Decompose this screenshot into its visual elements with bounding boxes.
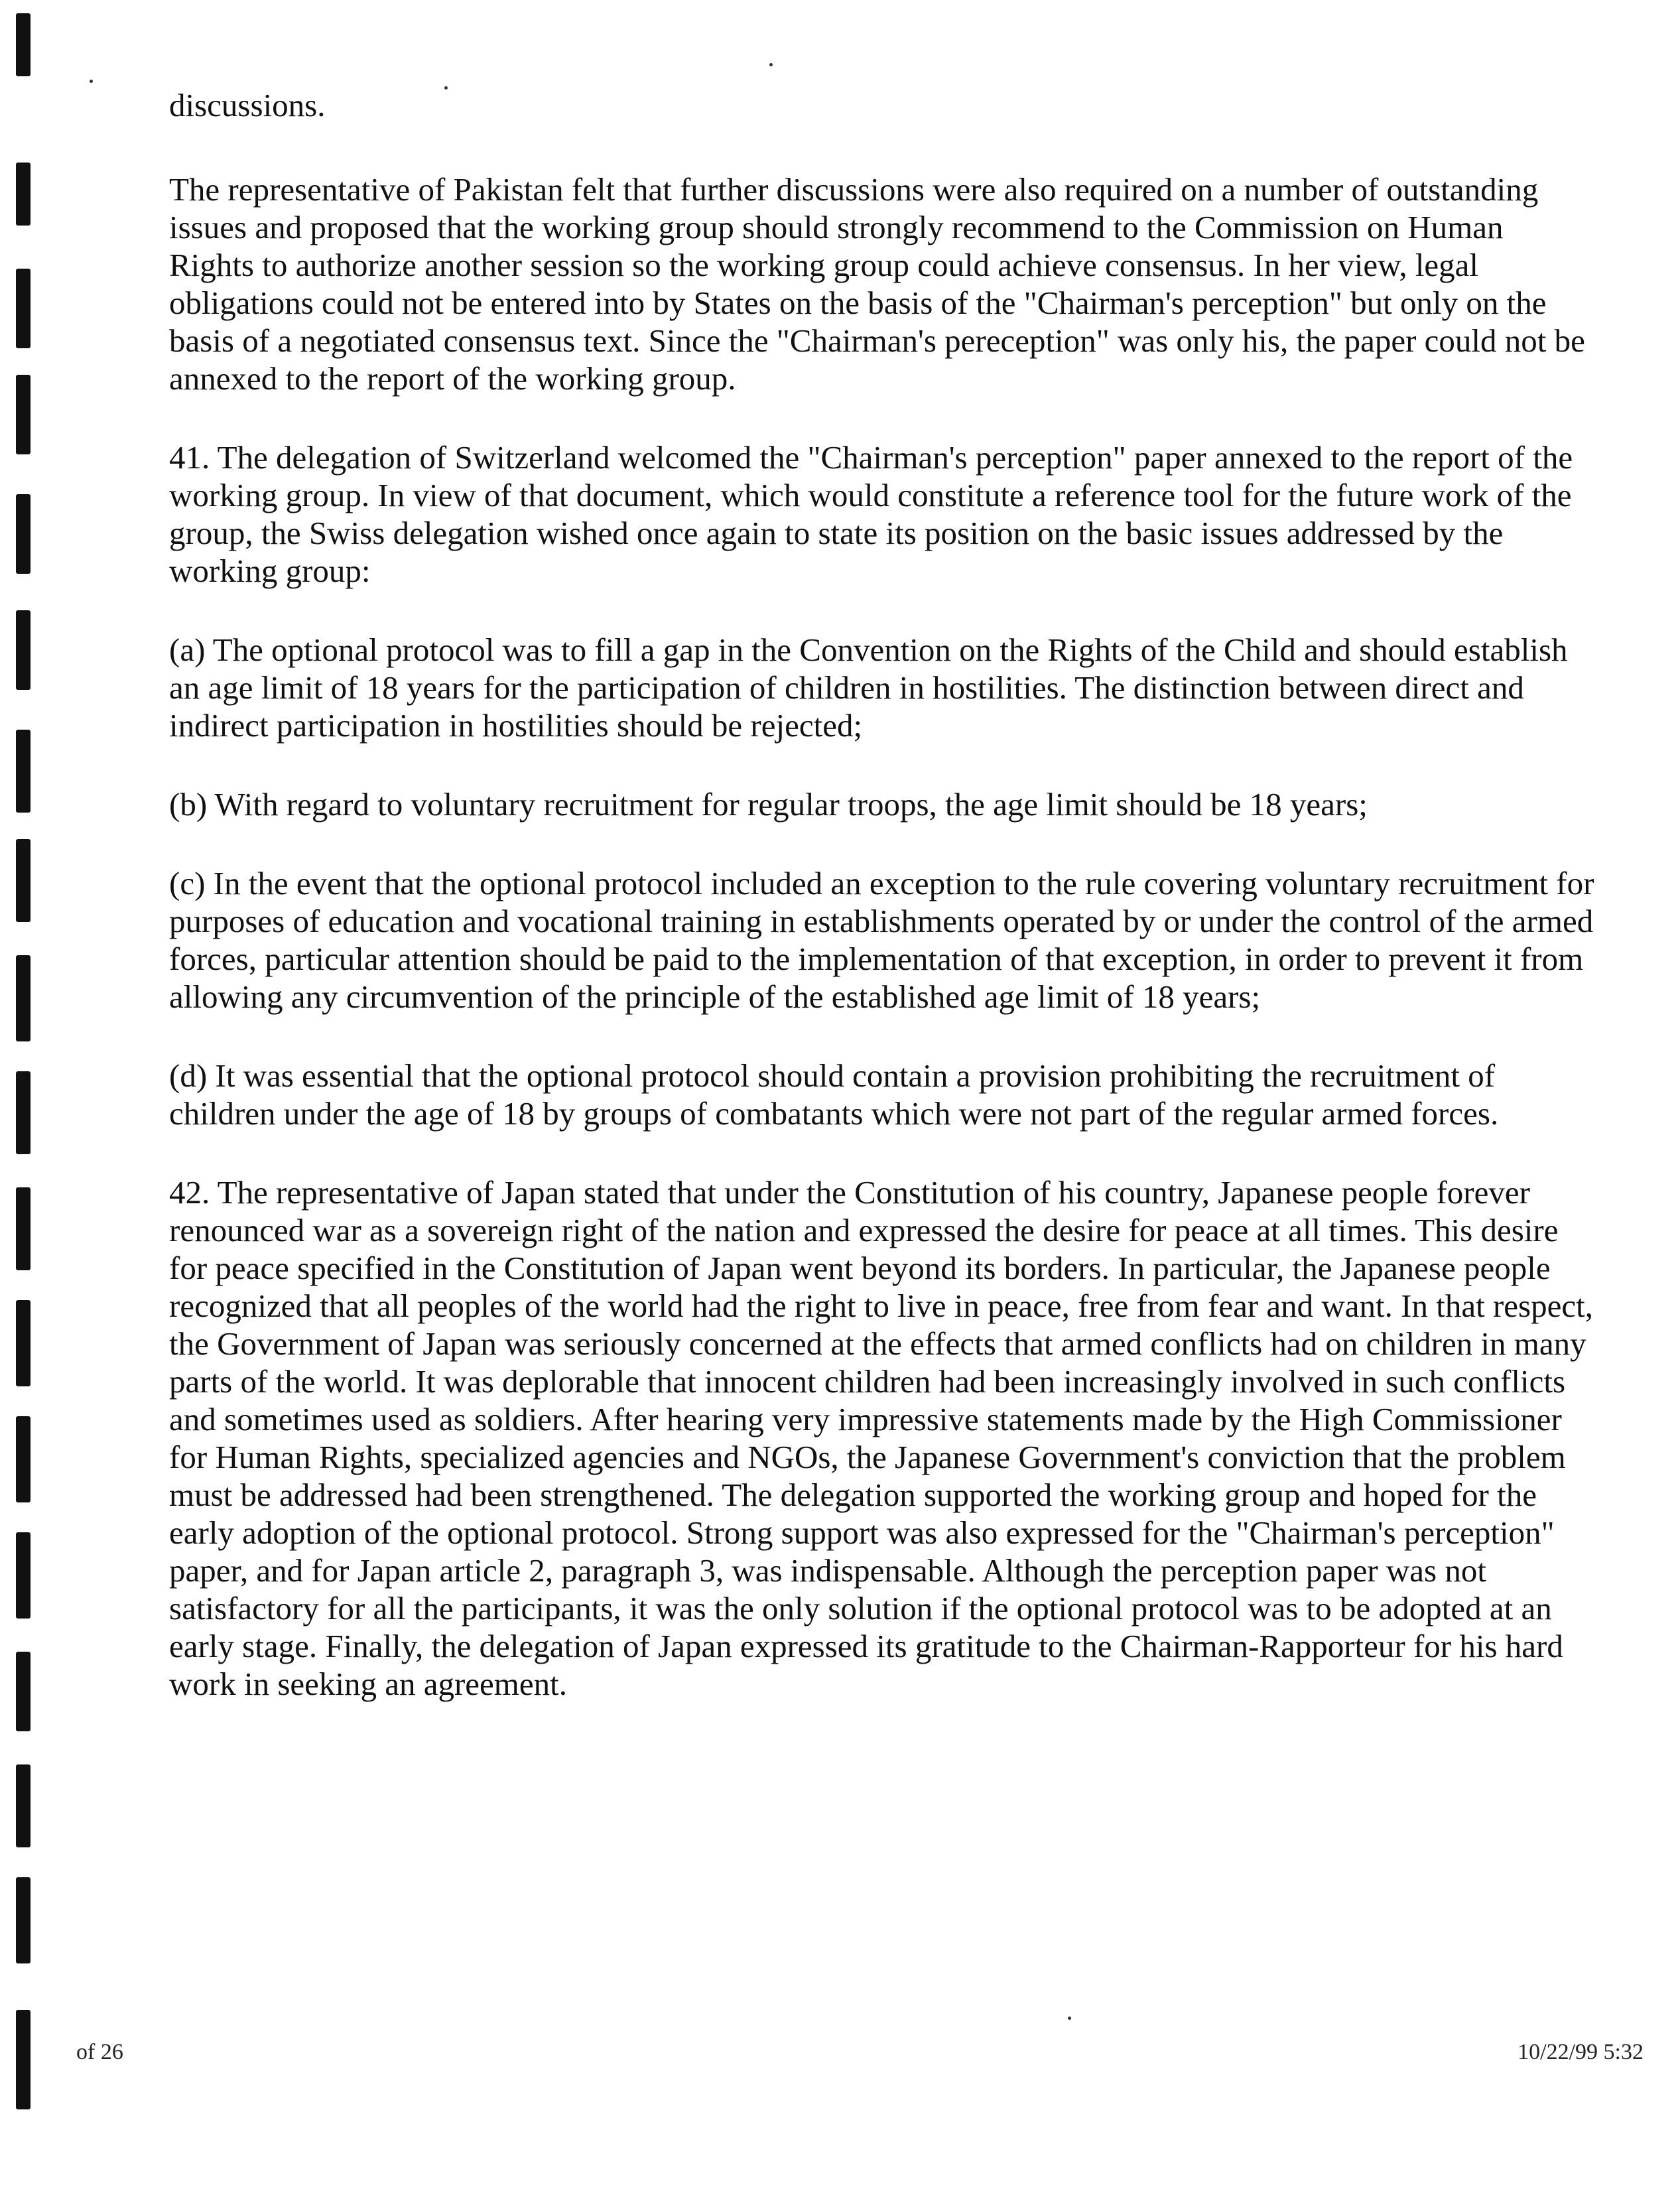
paragraph-42-japan: 42. The representative of Japan stated that under the Constitution of his country, Japanese people forever renounced war as a sovereign right of the nation and expressed the desire for peace at all times. This desire for peace specified in the Constitution of Japan went beyond its borders. In particular, the Japanese people recognized that all peoples of the world had the right to live in peace, free from fear and want. In that respect, the Government of Japan was seriously concerned at the effects that armed conflicts had on children in many parts of the world. It was deplorable that innocent children had been increasingly involved in such conflicts and sometimes used as soldiers. After hearing very impressive statements made by the High Commissioner for Human Rights, specialized agencies and NGOs, the Japanese Government's conviction that the problem must be addressed had been strengthened. The delegation supported the working group and hoped for the early adoption of the optional protocol. Strong support was also expressed for the "Chairman's perception" paper, and for Japan article 2, paragraph 3, was indispensable. Although the perception paper was not satisfactory for all the participants, it was the only solution if the optional protocol was to be adopted at an early stage. Finally, the delegation of Japan expressed its gratitude to the Chairman-Rapporteur for his hard work in seeking an agreement.	[169, 1174, 1593, 1702]
binder-mark	[16, 1071, 31, 1154]
paragraph-41-switzerland: 41. The delegation of Switzerland welcomed the "Chairman's perception" paper annexed to the report of the working group. In view of that document, which would constitute a reference tool for the future work of the group, the Swiss delegation wished once again to state its position on the basic issues addressed by the working group:	[169, 439, 1573, 589]
binder-mark	[16, 163, 31, 226]
binder-mark	[16, 13, 31, 76]
page-count: of 26	[76, 2040, 123, 2064]
print-timestamp: 10/22/99 5:32	[1518, 2040, 1644, 2064]
item-b: (b) With regard to voluntary recruitment for regular troops, the age limit should be 18 years;	[169, 786, 1368, 823]
binder-mark	[16, 1652, 31, 1731]
binder-mark	[16, 1877, 31, 1963]
paragraph-pakistan: The representative of Pakistan felt that further discussions were also required on a number of outstanding issues and proposed that the working group should strongly recommend to the Commission on Human Rights to authorize another session so the working group could achieve consensus. In her view, legal obligations could not be entered into by States on the basis of the "Chairman's perception" but only on the basis of a negotiated consensus text. Since the "Chairman's pereception" was only his, the paper could not be annexed to the report of the working group.	[169, 171, 1585, 397]
scan-speck	[1068, 2017, 1071, 2020]
paragraph-continuation: discussions.	[169, 87, 326, 123]
item-c: (c) In the event that the optional protocol included an exception to the rule covering voluntary recruitment for purposes of education and vocational training in establishments operated by or under the control of the armed forces, particular attention should be paid to the implementation of that exception, in order to prevent it from allowing any circumvention of the principle of the established age limit of 18 years;	[169, 865, 1594, 1015]
binder-mark	[16, 1416, 31, 1502]
binder-mark	[16, 730, 31, 813]
binder-mark	[16, 1532, 31, 1619]
binder-mark	[16, 2010, 31, 2109]
item-d: (d) It was essential that the optional protocol should contain a provision prohibiting the recruitment of children under the age of 18 by groups of combatants which were not part of the regular armed forces.	[169, 1057, 1499, 1132]
scan-speck	[769, 63, 773, 66]
binder-mark	[16, 494, 31, 574]
binder-mark	[16, 839, 31, 922]
binder-mark	[16, 375, 31, 454]
item-a: (a) The optional protocol was to fill a gap in the Convention on the Rights of the Child and should establish an age limit of 18 years for the participation of children in hostilities. The distinction between direct and indirect participation in hostilities should be rejected;	[169, 631, 1568, 744]
binder-hole-marks	[7, 0, 46, 2189]
document-body	[169, 86, 1595, 1744]
scan-speck	[90, 80, 93, 83]
binder-mark	[16, 269, 31, 348]
binder-mark	[16, 610, 31, 690]
binder-mark	[16, 1764, 31, 1847]
binder-mark	[16, 1300, 31, 1386]
binder-mark	[16, 1187, 31, 1270]
binder-mark	[16, 955, 31, 1041]
